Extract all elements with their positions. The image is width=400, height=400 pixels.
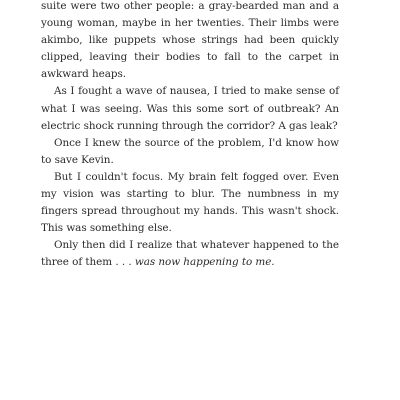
paragraph-text: But I couldn't focus. My brain felt fogged over. Even my vision was starting to blur. The numbness in my fingers spread throughout my hands. This wasn't shock. This was something else. (41, 170, 339, 235)
paragraph (41, 169, 339, 237)
paragraph-text: suite were two other people: a gray-bearded man and a young woman, maybe in her twenties. Their limbs were akimbo, like puppets whose strings had been quickly clipped, leaving their bodies to fall to the carpet in awkward heaps. (41, 0, 339, 81)
paragraph-continuation (41, 0, 339, 83)
italic-emphasis: was now happening to me. (134, 256, 275, 269)
body-text (41, 0, 339, 272)
paragraph (41, 135, 339, 169)
paragraph (41, 83, 339, 134)
paragraph-final (41, 237, 339, 271)
paragraph-text: Only then did I realize that whatever happened to the three of them . . . (41, 239, 339, 269)
paragraph-text: As I fought a wave of nausea, I tried to make sense of what I was seeing. Was this some sort of outbreak? An electric shock running through the corridor? A gas leak? (41, 85, 339, 132)
paragraph-text: Once I knew the source of the problem, I'd know how to save Kevin. (41, 136, 339, 166)
